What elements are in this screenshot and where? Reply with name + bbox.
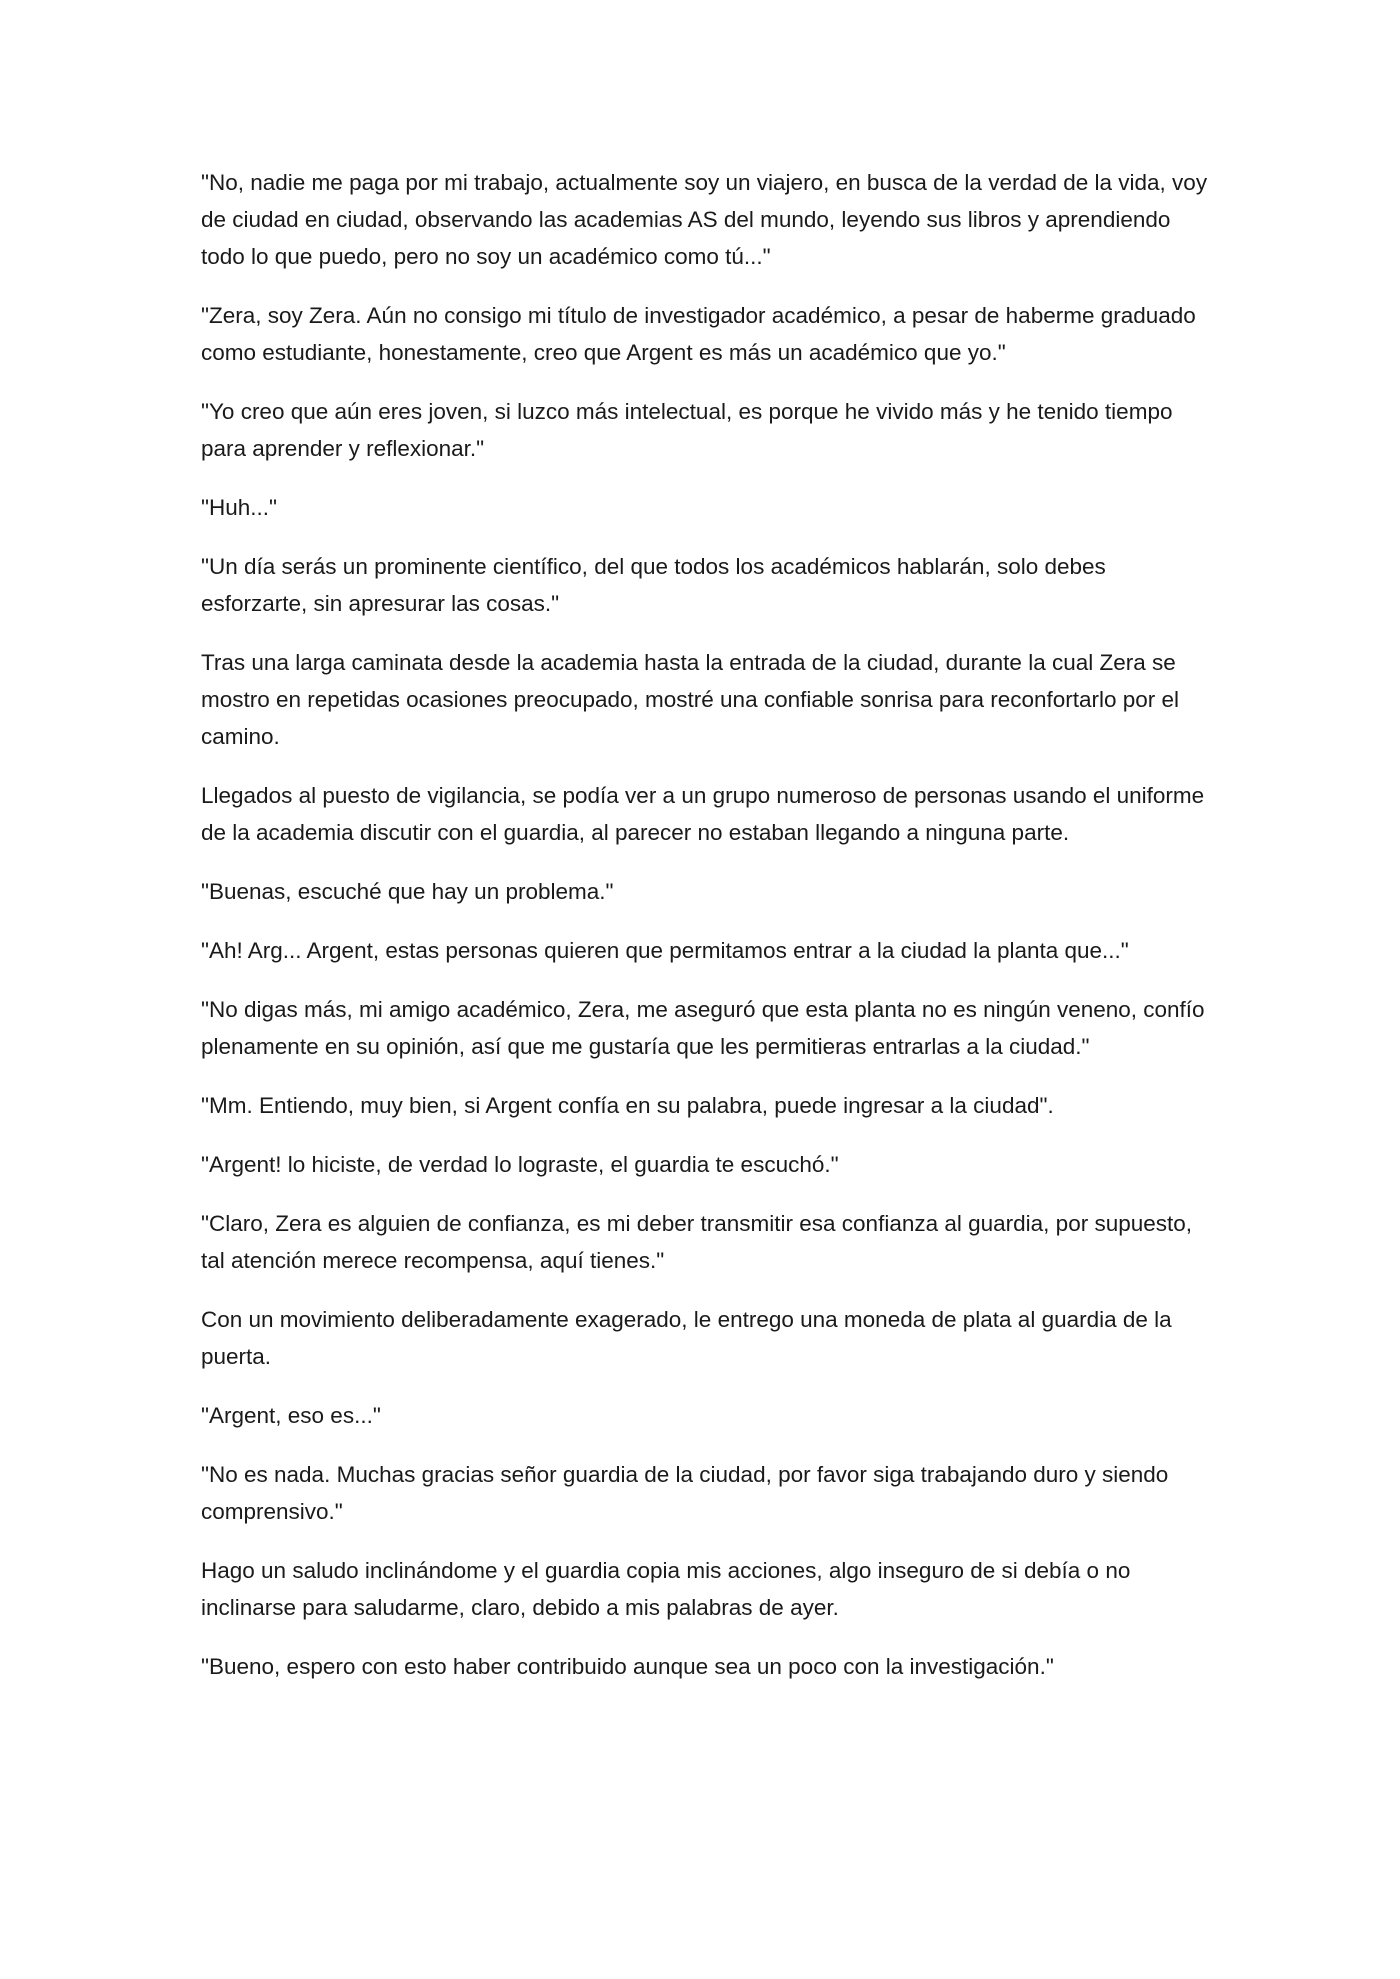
paragraph: "Argent, eso es..."	[201, 1403, 381, 1428]
document-body	[201, 164, 1211, 1707]
paragraph: "Yo creo que aún eres joven, si luzco más intelectual, es porque he vivido más y he tenido tiempo para aprender y reflexionar."	[201, 399, 1173, 461]
paragraph: "Ah! Arg... Argent, estas personas quieren que permitamos entrar a la ciudad la planta que..."	[201, 938, 1129, 963]
paragraph: "Huh..."	[201, 495, 278, 520]
paragraph: "No, nadie me paga por mi trabajo, actualmente soy un viajero, en busca de la verdad de la vida, voy de ciudad en ciudad, observando las academias AS del mundo, leyendo sus libros y aprendiendo todo lo que puedo, pero no soy un académico como tú..."	[201, 170, 1208, 269]
paragraph: Hago un saludo inclinándome y el guardia copia mis acciones, algo inseguro de si debía o no inclinarse para saludarme, claro, debido a mis palabras de ayer.	[201, 1558, 1131, 1620]
paragraph: "No es nada. Muchas gracias señor guardia de la ciudad, por favor siga trabajando duro y siendo comprensivo."	[201, 1462, 1169, 1524]
paragraph: "No digas más, mi amigo académico, Zera, me aseguró que esta planta no es ningún veneno, confío plenamente en su opinión, así que me gustaría que les permitieras entrarlas a la ciudad."	[201, 997, 1205, 1059]
paragraph: "Bueno, espero con esto haber contribuido aunque sea un poco con la investigación."	[201, 1654, 1054, 1679]
paragraph: "Mm. Entiendo, muy bien, si Argent confía en su palabra, puede ingresar a la ciudad".	[201, 1093, 1054, 1118]
paragraph: "Claro, Zera es alguien de confianza, es mi deber transmitir esa confianza al guardia, por supuesto, tal atención merece recompensa, aquí tienes."	[201, 1211, 1193, 1273]
paragraph: Tras una larga caminata desde la academia hasta la entrada de la ciudad, durante la cual Zera se mostro en repetidas ocasiones preocupado, mostré una confiable sonrisa para reconfortarlo por el camino.	[201, 650, 1180, 749]
paragraph: "Buenas, escuché que hay un problema."	[201, 879, 614, 904]
paragraph: Llegados al puesto de vigilancia, se podía ver a un grupo numeroso de personas usando el uniforme de la academia discutir con el guardia, al parecer no estaban llegando a ninguna parte.	[201, 783, 1205, 845]
paragraph: "Argent! lo hiciste, de verdad lo lograste, el guardia te escuchó."	[201, 1152, 839, 1177]
paragraph: "Zera, soy Zera. Aún no consigo mi título de investigador académico, a pesar de haberme graduado como estudiante, honestamente, creo que Argent es más un académico que yo."	[201, 303, 1196, 365]
paragraph: Con un movimiento deliberadamente exagerado, le entrego una moneda de plata al guardia de la puerta.	[201, 1307, 1172, 1369]
paragraph: "Un día serás un prominente científico, del que todos los académicos hablarán, solo debes esforzarte, sin apresurar las cosas."	[201, 554, 1106, 616]
